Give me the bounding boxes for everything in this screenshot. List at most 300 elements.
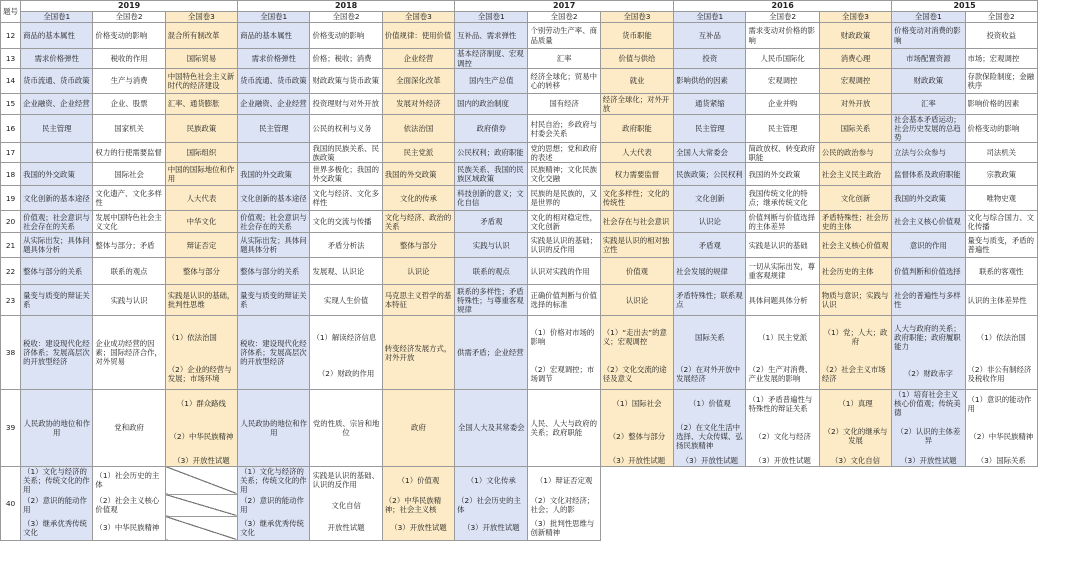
year-header-2016[interactable]: 2016 [674, 1, 892, 12]
table-cell[interactable]: （2）在对外开放中发展经济 [674, 359, 746, 390]
table-cell[interactable]: 唯物史观 [965, 186, 1038, 211]
table-cell[interactable]: 认识对实践的作用 [528, 258, 600, 285]
table-cell[interactable]: 互补品 [674, 23, 746, 49]
paper-header[interactable]: 全国卷3 [819, 12, 891, 23]
row-number[interactable]: 39 [1, 390, 21, 467]
table-cell[interactable]: 党的思想；党和政府的表述 [528, 143, 600, 163]
paper-header-row [1, 12, 1038, 23]
table-cell[interactable]: 文化创新 [819, 186, 891, 211]
table-cell[interactable]: 简政放权、转变政府职能 [746, 143, 819, 163]
table-cell[interactable]: 价值判断与价值选择的主体差异 [746, 211, 819, 233]
empty-area [600, 494, 1037, 516]
table-cell[interactable]: 认识论 [674, 211, 746, 233]
table-cell[interactable]: 中国的国际地位和作用 [165, 163, 237, 186]
table-cell[interactable]: 整体与部分的关系 [21, 258, 93, 285]
table-row [1, 285, 1038, 316]
table-cell[interactable]: 汇率 [892, 94, 965, 115]
table-cell[interactable] [21, 143, 93, 163]
table-cell[interactable]: 政府职能 [600, 115, 673, 143]
table-cell[interactable]: 意识的作用 [892, 233, 965, 258]
table-cell[interactable]: 全国人大及其常委会 [455, 390, 528, 467]
table-cell[interactable]: 企业、股票 [93, 94, 165, 115]
table-cell[interactable]: （2）宏观调控；市场调节 [528, 359, 600, 390]
table-cell[interactable]: 具体问题具体分析 [746, 285, 819, 316]
table-cell[interactable]: 价值判断和价值选择 [892, 258, 965, 285]
table-cell[interactable]: （3）开放性试题 [455, 516, 528, 540]
table-cell[interactable]: （2）企业的经营与发展；市场环境 [165, 359, 237, 390]
row-number[interactable]: 40 [1, 466, 21, 540]
table-cell[interactable]: 货币职能 [600, 23, 673, 49]
table-cell[interactable]: （1）价格对市场的影响 [528, 316, 600, 359]
table-cell[interactable]: （1）文化与经济的关系；传统文化的作用 [238, 466, 310, 494]
year-header-2018[interactable]: 2018 [238, 1, 455, 12]
table-cell[interactable]: 价值与供给 [600, 49, 673, 69]
table-cell[interactable]: 汇率、通货膨胀 [165, 94, 237, 115]
table-cell[interactable]: 世界多极化；我国的外交政策 [310, 163, 382, 186]
table-cell[interactable]: 文化与经济、政治的关系 [382, 211, 454, 233]
table-cell[interactable]: （1）价值观 [382, 466, 454, 494]
table-cell[interactable]: 税收：建设现代化经济体系；发展高层次的开放型经济 [21, 316, 93, 390]
table-cell[interactable]: 文化遗产、文化多样性 [93, 186, 165, 211]
table-cell[interactable]: （3）开放性试题 [892, 455, 965, 466]
table-cell[interactable]: （2）社会主义市场经济 [819, 359, 891, 390]
column-header-question-number[interactable]: 题号 [1, 1, 21, 23]
paper-header[interactable]: 全国卷3 [165, 12, 237, 23]
table-cell[interactable]: 政府债券 [455, 115, 528, 143]
row-40-part2 [1, 494, 1038, 516]
table-cell[interactable]: 人大代表 [600, 143, 673, 163]
table-cell[interactable]: 实践是认识的基础；认识的反作用 [528, 233, 600, 258]
table-cell[interactable]: 消费心理 [819, 49, 891, 69]
table-cell[interactable]: 联系的客观性 [965, 258, 1038, 285]
year-header-row [1, 1, 1038, 12]
table-cell[interactable]: 整体与部分；矛盾 [93, 233, 165, 258]
table-cell[interactable]: 党的性质、宗旨和地位 [310, 390, 382, 467]
table-cell[interactable]: 民族政策；公民权利 [674, 163, 746, 186]
table-cell[interactable]: 矛盾特殊性；联系观点 [674, 285, 746, 316]
table-cell[interactable]: （3）开放性试题 [165, 455, 237, 466]
row-number[interactable]: 17 [1, 143, 21, 163]
table-cell[interactable]: （1）依法治国 [165, 316, 237, 359]
table-cell[interactable]: 认识论 [600, 285, 673, 316]
table-cell[interactable]: （1）矛盾普遍性与特殊性的辩证关系 [746, 390, 819, 418]
table-cell[interactable]: 价格变动的影响 [93, 23, 165, 49]
table-cell[interactable]: （3）国际关系 [965, 455, 1038, 466]
table-cell[interactable]: 民主管理 [238, 115, 310, 143]
table-cell[interactable]: 社会主义民主政治 [819, 163, 891, 186]
table-cell[interactable]: 认识的主体差异性 [965, 285, 1038, 316]
table-cell[interactable]: 商品的基本属性 [238, 23, 310, 49]
table-cell[interactable]: 人民币国际化 [746, 49, 819, 69]
table-cell[interactable]: 市场；宏观调控 [965, 49, 1038, 69]
table-cell[interactable]: 从实际出发；具体问题具体分析 [21, 233, 93, 258]
row-number[interactable]: 18 [1, 163, 21, 186]
table-cell[interactable]: （1）解读经济信息 [310, 316, 382, 359]
table-cell[interactable]: （1）文化与经济的关系；传统文化的作用 [21, 466, 93, 494]
row-number[interactable]: 38 [1, 316, 21, 390]
table-cell[interactable]: 人大与政府的关系；政府职能；政府履职能力 [892, 316, 965, 359]
table-cell[interactable]: （1）党；人大；政府 [819, 316, 891, 359]
table-cell[interactable]: （1）“走出去”的意义；宏观调控 [600, 316, 673, 359]
table-cell[interactable]: （1）辩证否定观 [528, 466, 600, 494]
table-cell[interactable]: 商品的基本属性 [21, 23, 93, 49]
table-cell[interactable]: 投资 [674, 49, 746, 69]
table-cell[interactable]: （1）社会历史的主体 [93, 466, 165, 494]
table-cell[interactable]: 联系的观点 [93, 258, 165, 285]
table-cell[interactable]: 一切从实际出发，尊重客观规律 [746, 258, 819, 285]
table-cell[interactable]: 社会历史的主体 [819, 258, 891, 285]
table-cell[interactable]: 物质与意识；实践与认识 [819, 285, 891, 316]
table-cell[interactable]: 人民政协的地位和作用 [238, 390, 310, 467]
table-cell[interactable]: （1）民主党派 [746, 316, 819, 359]
table-cell[interactable]: 财政政策 [819, 23, 891, 49]
table-cell[interactable]: 国际关系 [674, 316, 746, 359]
table-cell[interactable]: 国内的政治制度 [455, 94, 528, 115]
table-cell[interactable]: （2）意识的能动作用 [21, 494, 93, 516]
paper-header[interactable]: 全国卷2 [310, 12, 382, 23]
table-cell[interactable]: 实践是认识的相对独立性 [600, 233, 673, 258]
table-cell[interactable]: 政府 [382, 390, 454, 467]
row-number[interactable]: 16 [1, 115, 21, 143]
table-cell[interactable]: 矛盾观 [455, 211, 528, 233]
paper-header[interactable]: 全国卷1 [455, 12, 528, 23]
table-cell[interactable]: 辩证否定 [165, 233, 237, 258]
table-cell[interactable]: 国际社会 [93, 163, 165, 186]
empty-area [600, 466, 1037, 494]
empty-area [600, 516, 1037, 540]
table-cell[interactable]: （2）文化与经济 [746, 417, 819, 455]
table-cell[interactable]: 监督体系及政府职能 [892, 163, 965, 186]
table-cell[interactable]: 文化与综合国力、文化传播 [965, 211, 1038, 233]
table-cell[interactable]: 经济全球化；贸易中心的转移 [528, 69, 600, 94]
table-cell[interactable]: （3）开放性试题 [600, 455, 673, 466]
table-cell[interactable]: 税收：建设现代化经济体系；发展高层次的开放型经济 [238, 316, 310, 390]
table-cell[interactable]: 价值观；社会意识与社会存在的关系 [238, 211, 310, 233]
table-cell[interactable]: 需求价格弹性 [238, 49, 310, 69]
paper-header[interactable]: 全国卷1 [674, 12, 746, 23]
table-cell[interactable]: 企业并购 [746, 94, 819, 115]
table-cell[interactable]: （2）文化交流的途径及意义 [600, 359, 673, 390]
paper-header[interactable]: 全国卷1 [21, 12, 93, 23]
table-cell[interactable]: 价值观 [600, 258, 673, 285]
table-row [1, 186, 1038, 211]
table-row [1, 94, 1038, 115]
table-cell[interactable]: 国有经济 [528, 94, 600, 115]
table-cell[interactable]: 基本经济制度、宏观调控 [455, 49, 528, 69]
table-cell[interactable]: 宏观调控 [746, 69, 819, 94]
table-cell[interactable]: 混合所有制改革 [165, 23, 237, 49]
table-cell[interactable]: 全面深化改革 [382, 69, 454, 94]
table-cell[interactable]: 民主党派 [382, 143, 454, 163]
table-cell[interactable]: 需求价格弹性 [21, 49, 93, 69]
table-cell[interactable]: 整体与部分 [382, 233, 454, 258]
table-cell[interactable]: 影响价格的因素 [965, 94, 1038, 115]
table-cell[interactable]: 科技创新的意义；文化自信 [455, 186, 528, 211]
table-cell[interactable]: 价格；税收；消费 [310, 49, 382, 69]
row-40-part3 [1, 516, 1038, 540]
table-cell[interactable]: 税收的作用 [93, 49, 165, 69]
table-cell[interactable]: （3）继承优秀传统文化 [21, 516, 93, 540]
table-cell[interactable]: 货币流通、货币政策 [21, 69, 93, 94]
table-cell[interactable]: 供需矛盾；企业经营 [455, 316, 528, 390]
table-cell[interactable]: 矛盾特殊性；社会历史的主体 [819, 211, 891, 233]
table-row [1, 69, 1038, 94]
table-cell[interactable]: 人大代表 [165, 186, 237, 211]
table-row [1, 49, 1038, 69]
table-cell[interactable]: 社会主义核心价值观 [892, 211, 965, 233]
table-cell[interactable]: 价格变动对消费的影响 [892, 23, 965, 49]
table-cell[interactable]: 司法机关 [965, 143, 1038, 163]
table-cell[interactable]: 民主管理 [746, 115, 819, 143]
table-cell[interactable]: 通货紧缩 [674, 94, 746, 115]
table-cell[interactable]: （2）整体与部分 [600, 417, 673, 455]
table-cell[interactable]: 互补品、需求弹性 [455, 23, 528, 49]
table-cell[interactable]: 我国的外交政策 [382, 163, 454, 186]
table-cell[interactable]: 转变经济发展方式，对外开放 [382, 316, 454, 390]
table-cell[interactable]: 人民政协的地位和作用 [21, 390, 93, 467]
table-cell[interactable]: 企业融资、企业经营 [238, 94, 310, 115]
table-cell[interactable]: 联系的多样性；矛盾特殊性；与尊重客观规律 [455, 285, 528, 316]
table-cell[interactable]: （2）认识的主体差异 [892, 417, 965, 455]
table-cell[interactable]: （2）生产对消费、产业发展的影响 [746, 359, 819, 390]
table-cell[interactable]: 价格变动的影响 [310, 23, 382, 49]
table-cell[interactable]: 正确价值判断与价值选择的标准 [528, 285, 600, 316]
table-cell[interactable]: 存款保险制度；金融秩序 [965, 69, 1038, 94]
paper-header[interactable]: 全国卷2 [965, 12, 1038, 23]
table-cell[interactable]: 价值规律：使用价值 [382, 23, 454, 49]
table-cell[interactable]: 影响供给的因素 [674, 69, 746, 94]
table-cell[interactable]: 马克思主义哲学的基本特征 [382, 285, 454, 316]
table-cell[interactable]: 生产与消费 [93, 69, 165, 94]
year-header-2019[interactable]: 2019 [21, 1, 238, 12]
table-cell[interactable]: 价格变动的影响 [965, 115, 1038, 143]
table-cell[interactable]: 财政政策 [892, 69, 965, 94]
paper-header[interactable]: 全国卷1 [892, 12, 965, 23]
table-cell[interactable]: 投资收益 [965, 23, 1038, 49]
row-number[interactable]: 15 [1, 94, 21, 115]
table-cell[interactable]: 文化的相对稳定性，文化创新 [528, 211, 600, 233]
table-cell[interactable]: 社会发展的规律 [674, 258, 746, 285]
table-cell[interactable]: （3）批判性思维与创新精神 [528, 516, 600, 540]
table-cell[interactable]: 文化创新的基本途径 [21, 186, 93, 211]
table-cell[interactable]: 文化自信 [310, 494, 382, 516]
table-cell[interactable]: （2）非公有制经济及税收作用 [965, 359, 1038, 390]
table-cell[interactable]: 权力需要监督 [600, 163, 673, 186]
row-40-part1 [1, 466, 1038, 494]
table-cell[interactable]: 中华文化 [165, 211, 237, 233]
table-cell[interactable]: 文化创新 [674, 186, 746, 211]
table-cell[interactable]: 联系的观点 [455, 258, 528, 285]
table-cell[interactable]: 量变与质变的辩证关系 [21, 285, 93, 316]
table-cell[interactable]: 社会主义核心价值观 [819, 233, 891, 258]
table-cell[interactable]: 实践与认识 [455, 233, 528, 258]
table-cell[interactable]: （1）国际社会 [600, 390, 673, 418]
table-cell[interactable]: 国际关系 [819, 115, 891, 143]
row-39-part1 [1, 390, 1038, 418]
paper-header[interactable]: 全国卷3 [600, 12, 673, 23]
table-cell[interactable]: （3）开放性试题 [382, 516, 454, 540]
table-cell[interactable]: 文化多样性；文化的传统性 [600, 186, 673, 211]
table-cell[interactable]: 投资理财与对外开放 [310, 94, 382, 115]
table-cell[interactable]: 我国的民族关系、民族政策 [310, 143, 382, 163]
table-cell[interactable]: 民主管理 [674, 115, 746, 143]
row-number[interactable]: 21 [1, 233, 21, 258]
table-cell[interactable]: （2）中华民族精神；社会主义核 [382, 494, 454, 516]
paper-header[interactable]: 全国卷2 [93, 12, 165, 23]
table-cell[interactable]: 对外开放 [819, 94, 891, 115]
table-cell[interactable]: 我国的外交政策 [238, 163, 310, 186]
table-cell[interactable]: 人民、人大与政府的关系；政府职能 [528, 390, 600, 467]
table-cell[interactable]: （1）真理 [819, 390, 891, 418]
table-cell[interactable]: （1）培育社会主义核心价值观；传统美德 [892, 390, 965, 418]
paper-header[interactable]: 全国卷1 [238, 12, 310, 23]
table-cell[interactable]: （1）意识的能动作用 [965, 390, 1038, 418]
table-cell[interactable]: 权力的行使需要监督 [93, 143, 165, 163]
table-cell[interactable]: （2）中华民族精神 [165, 417, 237, 455]
table-cell[interactable]: 国内生产总值 [455, 69, 528, 94]
table-row [1, 211, 1038, 233]
table-cell[interactable]: （3）开放性试题 [674, 455, 746, 466]
empty-slashed-cell[interactable] [165, 494, 237, 516]
table-cell[interactable]: （2）中华民族精神 [965, 417, 1038, 455]
table-cell[interactable]: 个别劳动生产率、商品质量 [528, 23, 600, 49]
paper-header[interactable]: 全国卷2 [528, 12, 600, 23]
row-number[interactable]: 23 [1, 285, 21, 316]
table-cell[interactable]: 民族的是民族的，又是世界的 [528, 186, 600, 211]
table-cell[interactable]: 社会的普遍性与多样性 [892, 285, 965, 316]
table-row [1, 143, 1038, 163]
table-cell[interactable]: 实践是认识的基础 [746, 233, 819, 258]
table-cell[interactable]: 文化的交流与传播 [310, 211, 382, 233]
row-number[interactable]: 19 [1, 186, 21, 211]
table-cell[interactable]: 公民的权利与义务 [310, 115, 382, 143]
row-number[interactable]: 14 [1, 69, 21, 94]
table-cell[interactable]: 党和政府 [93, 390, 165, 467]
table-cell[interactable]: 国际贸易 [165, 49, 237, 69]
table-cell[interactable]: 民主管理 [21, 115, 93, 143]
table-cell[interactable]: 我国的外交政策 [21, 163, 93, 186]
table-cell[interactable]: 我国的外交政策 [746, 163, 819, 186]
table-cell[interactable]: 实现人生价值 [310, 285, 382, 316]
table-cell[interactable]: 社会存在与社会意识 [600, 211, 673, 233]
row-number[interactable]: 22 [1, 258, 21, 285]
table-cell[interactable]: 我国的外交政策 [892, 186, 965, 211]
table-cell[interactable]: 实践与认识 [93, 285, 165, 316]
table-cell[interactable]: 民族政策 [165, 115, 237, 143]
table-cell[interactable]: 民族精神；文化民族文化交融 [528, 163, 600, 186]
table-cell[interactable]: 文化的传承 [382, 186, 454, 211]
table-cell[interactable]: 依法治国 [382, 115, 454, 143]
empty-slashed-cell[interactable] [165, 516, 237, 540]
table-cell[interactable]: 货币流通、货币政策 [238, 69, 310, 94]
table-cell[interactable]: 公民权利；政府职能 [455, 143, 528, 163]
table-cell[interactable]: 就业 [600, 69, 673, 94]
table-cell[interactable]: 价值观；社会意识与社会存在的关系 [21, 211, 93, 233]
table-cell[interactable]: 整体与部分的关系 [238, 258, 310, 285]
table-cell[interactable]: 财政政策与货币政策 [310, 69, 382, 94]
table-cell[interactable]: （2）文化对经济；社会；人的影 [528, 494, 600, 516]
table-cell[interactable]: 村民自治；乡政府与村委会关系 [528, 115, 600, 143]
table-cell[interactable]: 企业融资、企业经营 [21, 94, 93, 115]
table-cell[interactable]: 中国特色社会主义新时代的经济建设 [165, 69, 237, 94]
table-cell[interactable] [238, 143, 310, 163]
table-row [1, 233, 1038, 258]
table-cell[interactable]: （1）群众路线 [165, 390, 237, 418]
table-cell[interactable]: 矛盾分析法 [310, 233, 382, 258]
paper-header[interactable]: 全国卷3 [382, 12, 454, 23]
table-cell[interactable]: 民族关系、我国的民族区域政策 [455, 163, 528, 186]
table-cell[interactable]: 国际组织 [165, 143, 237, 163]
year-header-2015[interactable]: 2015 [892, 1, 1038, 12]
row-number[interactable]: 12 [1, 23, 21, 49]
table-cell[interactable]: 矛盾观 [674, 233, 746, 258]
table-cell[interactable]: 公民的政治参与 [819, 143, 891, 163]
table-cell[interactable]: （2）财政赤字 [892, 359, 965, 390]
paper-header[interactable]: 全国卷2 [746, 12, 819, 23]
table-cell[interactable]: 企业经营 [382, 49, 454, 69]
table-cell[interactable]: 实践是认识的基础、认识的反作用 [310, 466, 382, 494]
table-cell[interactable]: 全国人大常委会 [674, 143, 746, 163]
table-cell[interactable]: （2）意识的能动作用 [238, 494, 310, 516]
table-cell[interactable]: 发展中国特色社会主义文化 [93, 211, 165, 233]
table-cell[interactable]: 需求变动对价格的影响 [746, 23, 819, 49]
table-cell[interactable]: 立法与公众参与 [892, 143, 965, 163]
table-cell[interactable]: 量变与质变，矛盾的普遍性 [965, 233, 1038, 258]
table-cell[interactable]: 量变与质变的辩证关系 [238, 285, 310, 316]
table-cell[interactable]: 国家机关 [93, 115, 165, 143]
single-choice-rows [1, 23, 1038, 316]
table-cell[interactable]: （2）社会主义核心价值观 [93, 494, 165, 516]
row-number[interactable]: 13 [1, 49, 21, 69]
table-cell[interactable]: （3）开放性试题 [746, 455, 819, 466]
table-cell[interactable]: （1）文化传承 [455, 466, 528, 494]
table-cell[interactable]: （2）财政的作用 [310, 359, 382, 390]
table-cell[interactable]: 市场配置资源 [892, 49, 965, 69]
table-cell[interactable]: （2）文化的继承与发展 [819, 417, 891, 455]
row-38-part1 [1, 316, 1038, 359]
table-cell[interactable]: 宏观调控 [819, 69, 891, 94]
table-cell[interactable]: 企业成功经营的因素；国际经济合作，对外贸易 [93, 316, 165, 390]
table-cell[interactable]: 经济全球化；对外开放 [600, 94, 673, 115]
empty-slashed-cell[interactable] [165, 466, 237, 494]
table-cell[interactable]: 宗教政策 [965, 163, 1038, 186]
table-cell[interactable]: 文化创新的基本途径 [238, 186, 310, 211]
table-row [1, 23, 1038, 49]
table-cell[interactable]: 我国传统文化的特点；继承传统文化 [746, 186, 819, 211]
table-cell[interactable]: 文化与经济、文化多样性 [310, 186, 382, 211]
table-cell[interactable]: 汇率 [528, 49, 600, 69]
table-cell[interactable]: 从实际出发；具体问题具体分析 [238, 233, 310, 258]
table-cell[interactable]: （1）依法治国 [965, 316, 1038, 359]
table-cell[interactable]: 实践是认识的基础，批判性思维 [165, 285, 237, 316]
table-cell[interactable]: 社会基本矛盾运动；社会历史发展的总趋势 [892, 115, 965, 143]
table-cell[interactable]: （2）在文化生活中选择、大众传媒、弘扬民族精神 [674, 417, 746, 455]
row-number[interactable]: 20 [1, 211, 21, 233]
year-header-2017[interactable]: 2017 [455, 1, 674, 12]
table-row [1, 115, 1038, 143]
table-cell[interactable]: 发展观、认识论 [310, 258, 382, 285]
table-row [1, 258, 1038, 285]
table-cell[interactable]: （3）中华民族精神 [93, 516, 165, 540]
table-cell[interactable]: （3）继承优秀传统文化 [238, 516, 310, 540]
table-cell[interactable]: 整体与部分 [165, 258, 237, 285]
table-cell[interactable]: 开放性试题 [310, 516, 382, 540]
table-cell[interactable]: （2）社会历史的主体 [455, 494, 528, 516]
table-cell[interactable]: （1）价值观 [674, 390, 746, 418]
table-cell[interactable]: 发展对外经济 [382, 94, 454, 115]
table-cell[interactable]: 认识论 [382, 258, 454, 285]
table-cell[interactable]: （3）文化自信 [819, 455, 891, 466]
